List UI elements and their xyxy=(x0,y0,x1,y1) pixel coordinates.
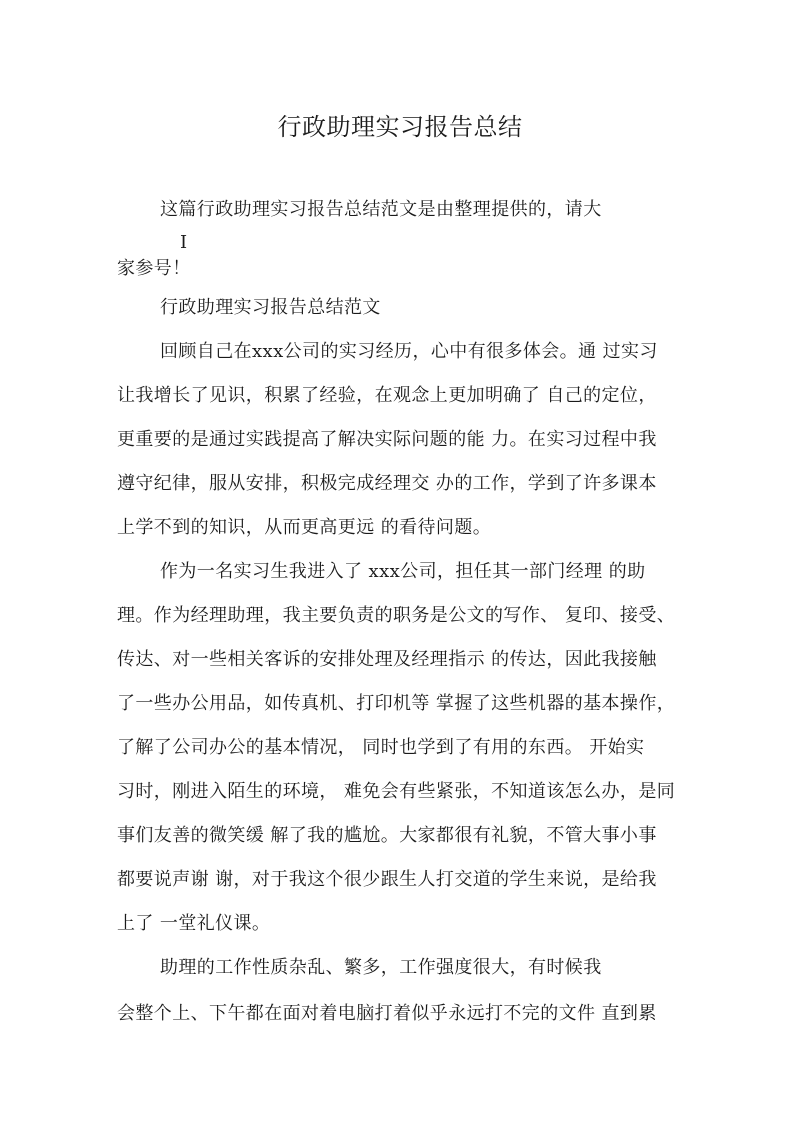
intro-line-1: 这篇行政助理实习报告总结范文是由整理提供的，请大 xyxy=(160,199,602,220)
body-line: 助理的工作性质杂乱、繁多，工作强度很大，有时候我 xyxy=(160,957,602,978)
body-line: 上学不到的知识，从而更高更远 的看待问题。 xyxy=(117,517,492,538)
body-line: 理。作为经理助理，我主要负责的职务是公文的写作、 复印、接受、 xyxy=(117,605,676,626)
body-line: 习时，刚进入陌生的环境， 难免会有些紧张，不知道该怎么办，是同 xyxy=(117,781,676,802)
body-line: 更重要的是通过实践提高了解决实际问题的能 力。在实习过程中我 xyxy=(117,429,657,450)
document-title: 行政助理实习报告总结 xyxy=(277,113,523,141)
body-line: 事们友善的微笑缓 解了我的尴尬。大家都很有礼貌，不管大事小事 xyxy=(117,825,657,846)
body-line: 了解了公司办公的基本情况， 同时也学到了有用的东西。 开始实 xyxy=(117,737,645,758)
intro-line-2: 家参号！ xyxy=(117,258,191,279)
body-line: 都要说声谢 谢，对于我这个很少跟生人打交道的学生来说，是给我 xyxy=(117,869,657,890)
body-line: 回顾自己在xxx公司的实习经历，心中有很多体会。通 过实习 xyxy=(160,341,658,362)
body-line: 遵守纪律，服从安排，积极完成经理交 办的工作，学到了许多课本 xyxy=(117,473,657,494)
body-line: 传达、对一些相关客诉的安排处理及经理指示 的传达，因此我接触 xyxy=(117,649,657,670)
body-line: 上了 一堂礼仪课。 xyxy=(117,913,271,934)
body-line: 让我增长了见识，积累了经验，在观念上更加明确了 自己的定位， xyxy=(117,385,657,406)
text-cursor-icon: I xyxy=(180,232,188,253)
body-line: 了一些办公用品，如传真机、打印机等 掌握了这些机器的基本操作， xyxy=(117,693,676,714)
body-line: 会整个上、下午都在面对着电脑打着似乎永远打不完的文件 直到累 xyxy=(117,1003,657,1024)
body-line: 作为一名实习生我进入了 xxx公司，担任其一部门经理 的助 xyxy=(160,561,646,582)
subtitle: 行政助理实习报告总结范文 xyxy=(160,297,381,318)
